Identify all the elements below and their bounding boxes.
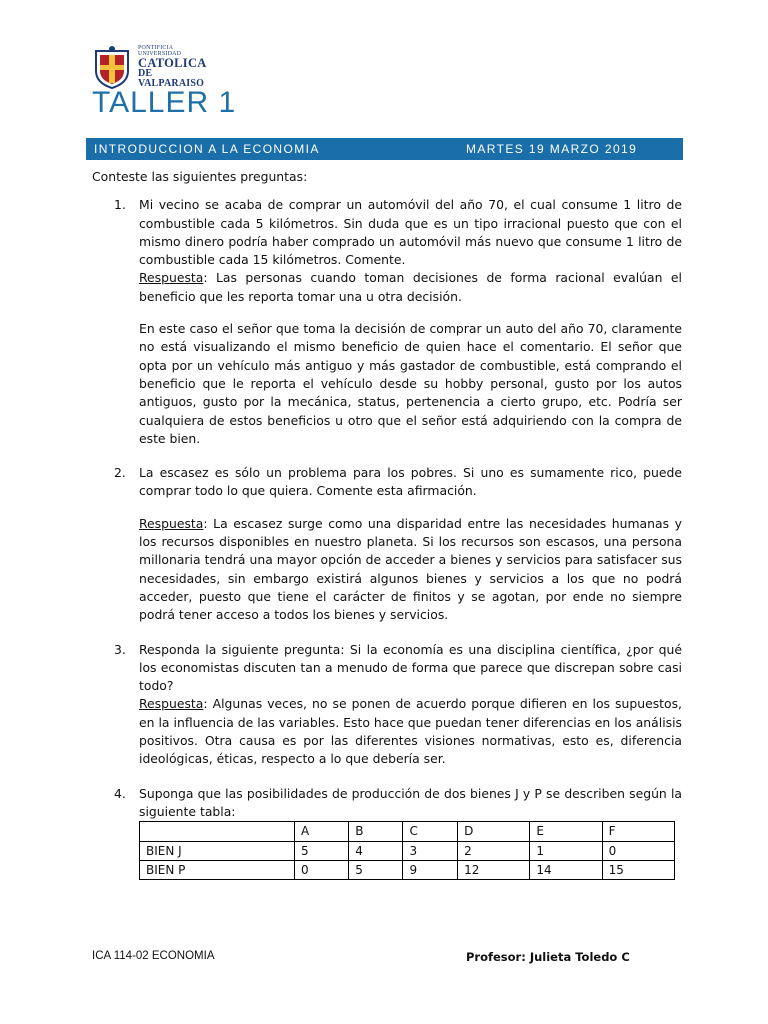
question-text: Responda la siguiente pregunta: Si la economía es una disciplina científica, ¿por qué los economistas discuten tan a menudo de forma que parece que discrepan sobre casi todo? — [139, 641, 682, 694]
answer — [139, 515, 682, 625]
table-header-cell: E — [530, 822, 602, 841]
production-table — [139, 821, 675, 880]
table-header-cell: B — [349, 822, 403, 841]
table-header-cell: F — [602, 822, 674, 841]
answer-extra: En este caso el señor que toma la decisión de comprar un auto del año 70, claramente no está visualizando el mismo beneficio de quien hace el comentario. El señor que opta por un vehículo más antiguo y más gastador de combustible, está comprando el beneficio que le reporta el vehículo desde su hobby personal, gusto por los autos antiguos, gusto por la mecánica, status, pertenencia a cierto grupo, etc. Podría ser cualquiera de estos beneficios u otro que el señor está adquiriendo con la compra de este bien. — [139, 321, 682, 446]
question-text: Suponga que las posibilidades de producción de dos bienes J y P se describen según la siguiente tabla: — [139, 785, 682, 819]
table-header-cell: A — [295, 822, 349, 841]
logo-line-3: DE VALPARAISO — [138, 68, 205, 90]
table-cell: 5 — [295, 841, 349, 860]
question-text: Mi vecino se acaba de comprar un automóvil del año 70, el cual consume 1 litro de combustible cada 5 kilómetros. Sin duda que es un tipo irracional puesto que con el mismo dinero podría haber comprado un automóvil más nuevo que consume 1 litro de combustible cada 15 kilómetros. Comente. — [139, 197, 682, 268]
table-cell: 0 — [295, 860, 349, 879]
question-text: La escasez es sólo un problema para los pobres. Si uno es sumamente rico, puede comprar todo lo que quiera. Comente esta afirmación. — [139, 465, 682, 499]
logo-line-2: CATOLICA — [138, 55, 207, 70]
answer — [139, 695, 682, 768]
question-2 — [92, 464, 682, 624]
question-number: 2. — [114, 465, 126, 481]
answer-text: : La escasez surge como una disparidad entre las necesidades humanas y los recursos disponibles en nuestro planeta. Si los recursos son escasos, una persona millonaria tendrá una mayor opción de acceder a bienes y servicios para satisfacer sus necesidades, sin embargo existirá algunos bienes y servicios a los que no podrá acceder, puesto que tiene el carácter de finitos y se agotan, por ende no siempre podrá tener acceso a todos los bienes y servicios. — [139, 515, 682, 623]
crest-icon — [92, 45, 132, 89]
table-header-row — [140, 822, 675, 841]
table-cell: 12 — [458, 860, 530, 879]
question-number: 3. — [114, 641, 126, 657]
footer-professor: Profesor: Julieta Toledo C — [466, 950, 630, 964]
answer — [139, 269, 682, 306]
course-name: INTRODUCCION A LA ECONOMIA — [94, 142, 320, 156]
table-cell: 15 — [602, 860, 674, 879]
table-header-cell — [140, 822, 295, 841]
table-header-cell: C — [403, 822, 458, 841]
table-cell: 3 — [403, 841, 458, 860]
course-banner — [86, 138, 683, 160]
table-cell: 9 — [403, 860, 458, 879]
instructions: Conteste las siguientes preguntas: — [92, 169, 308, 184]
university-logo — [92, 44, 212, 90]
table-cell: 5 — [349, 860, 403, 879]
document-title: TALLER 1 — [92, 86, 237, 119]
question-3 — [92, 641, 682, 769]
question-number: 4. — [114, 785, 126, 801]
table-row-label: BIEN J — [140, 841, 295, 860]
table-row — [140, 860, 675, 879]
answer-label: Respuesta — [139, 515, 204, 531]
question-1 — [92, 196, 682, 448]
document-body — [92, 168, 682, 896]
answer-text: : Algunas veces, no se ponen de acuerdo porque difieren en los supuestos, en la influencia de las variables. Esto hace que puedan tener diferencias en los análisis positivos. Otra causa es por las diferentes visiones normativas, esto es, diferencia ideológicas, éticas, respecto a lo que debería ser. — [139, 696, 682, 767]
question-4 — [92, 785, 682, 880]
question-list — [92, 196, 682, 880]
course-date: MARTES 19 MARZO 2019 — [466, 142, 638, 156]
table-row-label: BIEN P — [140, 860, 295, 879]
footer-course-code: ICA 114-02 ECONOMIA — [92, 950, 215, 962]
table-cell: 0 — [602, 841, 674, 860]
table-cell: 4 — [349, 841, 403, 860]
table-cell: 2 — [458, 841, 530, 860]
answer-text: : Las personas cuando toman decisiones de forma racional evalúan el beneficio que les reporta tomar una u otra decisión. — [139, 270, 682, 304]
answer-label: Respuesta — [139, 696, 204, 712]
table-cell: 1 — [530, 841, 602, 860]
table-header-cell: D — [458, 822, 530, 841]
question-number: 1. — [114, 197, 126, 213]
logo-wordmark — [138, 45, 212, 90]
table-row — [140, 841, 675, 860]
table-cell: 14 — [530, 860, 602, 879]
logo-line-1: PONTIFICIA UNIVERSIDAD — [138, 44, 182, 57]
answer-label: Respuesta — [139, 270, 204, 286]
